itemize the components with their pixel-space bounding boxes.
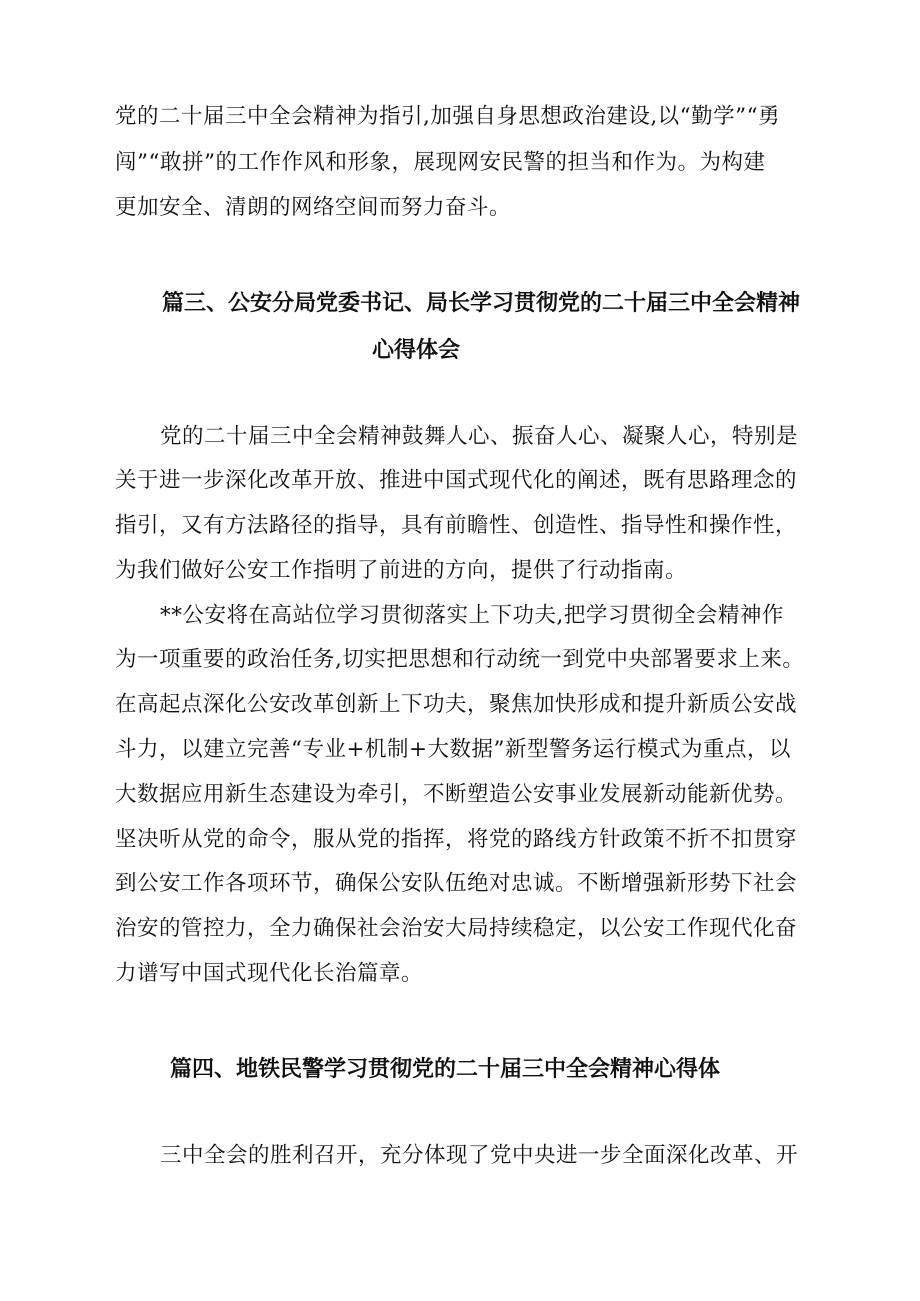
section-three-p2-line-5: 大数据应用新生态建设为牵引，不断塑造公安事业发展新动能新优势。 (115, 782, 798, 807)
section-three-p1-line-2: 关于进一步深化改革开放、推进中国式现代化的阐述，既有思路理念的 (115, 468, 798, 493)
section-three-p2-line-7: 到公安工作各项环节，确保公安队伍绝对忠诚。不断增强新形势下社会 (115, 871, 798, 896)
section-three-p1-line-4: 为我们做好公安工作指明了前进的方向，提供了行动指南。 (115, 558, 688, 583)
section-three-title-line-2: 心得体会 (372, 338, 461, 363)
section-three-title-line-1: 篇三、公安分局党委书记、局长学习贯彻党的二十届三中全会精神 (162, 291, 801, 316)
section-three-p1-line-3: 指引，又有方法路径的指导，具有前瞻性、创造性、指导性和操作性， (115, 513, 798, 538)
intro-line-3: 更加安全、清朗的网络空间而努力奋斗。 (115, 195, 512, 220)
section-three-p2-line-6: 坚决听从党的命令，服从党的指挥，将党的路线方针政策不折不扣贯穿 (115, 827, 798, 852)
section-four-title: 篇四、地铁民警学习贯彻党的二十届三中全会精神心得体 (170, 1057, 721, 1082)
section-three-p2-line-2: 为一项重要的政治任务,切实把思想和行动统一到党中央部署要求上来。 (115, 647, 805, 672)
section-three-p1-line-1: 党的二十届三中全会精神鼓舞人心、振奋人心、凝聚人心，特别是 (160, 424, 799, 449)
section-four-p1-line-1: 三中全会的胜利召开，充分体现了党中央进一步全面深化改革、开 (160, 1143, 799, 1168)
section-three-p2-line-9: 力谱写中国式现代化长治篇章。 (115, 961, 424, 986)
section-three-p2-line-8: 治安的管控力，全力确保社会治安大局持续稳定，以公安工作现代化奋 (115, 916, 798, 941)
section-three-p2-line-1: **公安将在高站位学习贯彻落实上下功夫,把学习贯彻全会精神作 (160, 603, 784, 628)
intro-line-1: 党的二十届三中全会精神为指引,加强自身思想政治建设,以“勤学”“勇 (115, 104, 781, 129)
section-three-p2-line-4: 斗力，以建立完善“专业+机制+大数据”新型警务运行模式为重点，以 (115, 737, 792, 762)
intro-line-2: 闯”“敢拼”的工作作风和形象，展现网安民警的担当和作为。为构建 (115, 150, 766, 175)
section-three-p2-line-3: 在高起点深化公安改革创新上下功夫，聚焦加快形成和提升新质公安战 (115, 692, 798, 717)
